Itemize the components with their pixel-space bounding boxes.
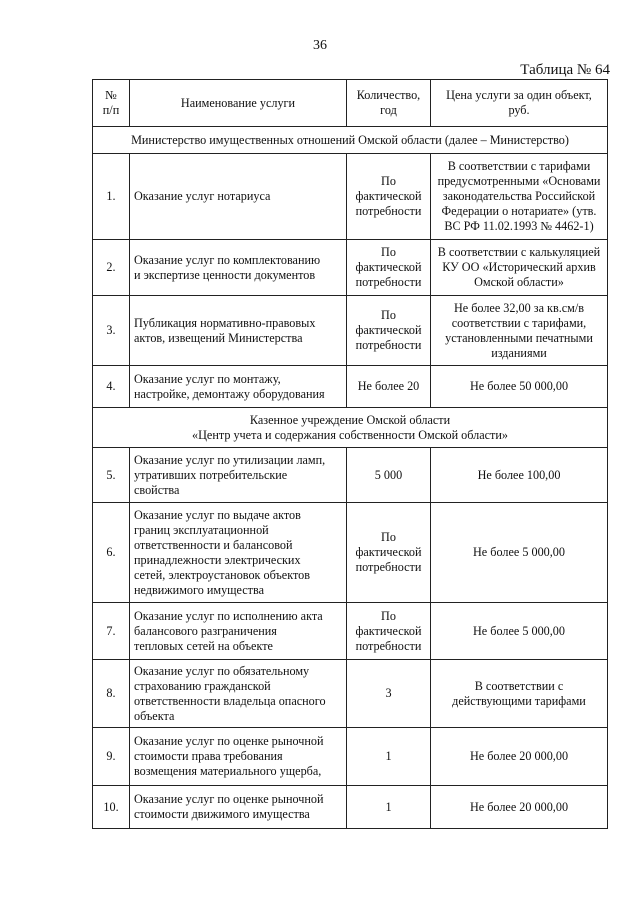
row-price: В соответствии с действующими тарифами: [431, 660, 608, 728]
table-title: Таблица № 64: [520, 62, 610, 78]
page-number: 36: [313, 38, 327, 53]
header-name: Наименование услуги: [130, 80, 347, 127]
row-num: 9.: [93, 728, 130, 786]
row-price: В соответствии с калькуляцией КУ ОО «Исторический архив Омской области»: [431, 240, 608, 296]
header-qty: Количество, год: [347, 80, 431, 127]
section-row: [93, 127, 608, 154]
table-row: [93, 786, 608, 829]
row-qty: По фактической потребности: [347, 603, 431, 660]
row-num: 6.: [93, 503, 130, 603]
row-num: 4.: [93, 366, 130, 408]
row-qty: По фактической потребности: [347, 296, 431, 366]
table-row: [93, 728, 608, 786]
row-name: Публикация нормативно-правовых актов, извещений Министерства: [130, 296, 347, 366]
row-name: Оказание услуг по монтажу, настройке, демонтажу оборудования: [130, 366, 347, 408]
row-qty: 1: [347, 786, 431, 829]
table-header-row: [93, 80, 608, 127]
row-num: 1.: [93, 154, 130, 240]
row-qty: 1: [347, 728, 431, 786]
row-qty: По фактической потребности: [347, 503, 431, 603]
services-table: [92, 79, 608, 829]
row-qty: По фактической потребности: [347, 154, 431, 240]
row-price: В соответствии с тарифами предусмотренными «Основами законодательства Российской Федерации о нотариате» (утв. ВС РФ 11.02.1993 № 4462-1): [431, 154, 608, 240]
section-title: Казенное учреждение Омской области «Центр учета и содержания собственности Омской области»: [93, 408, 608, 448]
row-name: Оказание услуг по утилизации ламп, утративших потребительские свойства: [130, 448, 347, 503]
table-row: [93, 296, 608, 366]
table-row: [93, 366, 608, 408]
row-price: Не более 5 000,00: [431, 503, 608, 603]
table-row: [93, 660, 608, 728]
row-name: Оказание услуг по оценке рыночной стоимости права требования возмещения материального ущерба,: [130, 728, 347, 786]
row-name: Оказание услуг нотариуса: [130, 154, 347, 240]
header-num: № п/п: [93, 80, 130, 127]
section-row: [93, 408, 608, 448]
row-num: 2.: [93, 240, 130, 296]
table-row: [93, 448, 608, 503]
row-qty: По фактической потребности: [347, 240, 431, 296]
table-row: [93, 503, 608, 603]
row-qty: 5 000: [347, 448, 431, 503]
row-name: Оказание услуг по комплектованию и экспертизе ценности документов: [130, 240, 347, 296]
row-qty: Не более 20: [347, 366, 431, 408]
row-price: Не более 20 000,00: [431, 786, 608, 829]
row-price: Не более 20 000,00: [431, 728, 608, 786]
row-num: 5.: [93, 448, 130, 503]
row-num: 3.: [93, 296, 130, 366]
row-price: Не более 50 000,00: [431, 366, 608, 408]
row-name: Оказание услуг по исполнению акта балансового разграничения тепловых сетей на объекте: [130, 603, 347, 660]
row-price: Не более 5 000,00: [431, 603, 608, 660]
row-num: 10.: [93, 786, 130, 829]
section-title: Министерство имущественных отношений Омской области (далее – Министерство): [93, 127, 608, 154]
row-name: Оказание услуг по выдаче актов границ эксплуатационной ответственности и балансовой принадлежности электрических сетей, электроустановок объектов недвижимого имущества: [130, 503, 347, 603]
table-row: [93, 154, 608, 240]
row-price: Не более 100,00: [431, 448, 608, 503]
table-row: [93, 240, 608, 296]
row-qty: 3: [347, 660, 431, 728]
row-name: Оказание услуг по обязательному страхованию гражданской ответственности владельца опасного объекта: [130, 660, 347, 728]
row-num: 7.: [93, 603, 130, 660]
row-price: Не более 32,00 за кв.см/в соответствии с тарифами, установленными печатными изданиями: [431, 296, 608, 366]
row-num: 8.: [93, 660, 130, 728]
row-name: Оказание услуг по оценке рыночной стоимости движимого имущества: [130, 786, 347, 829]
header-price: Цена услуги за один объект, руб.: [431, 80, 608, 127]
table-row: [93, 603, 608, 660]
